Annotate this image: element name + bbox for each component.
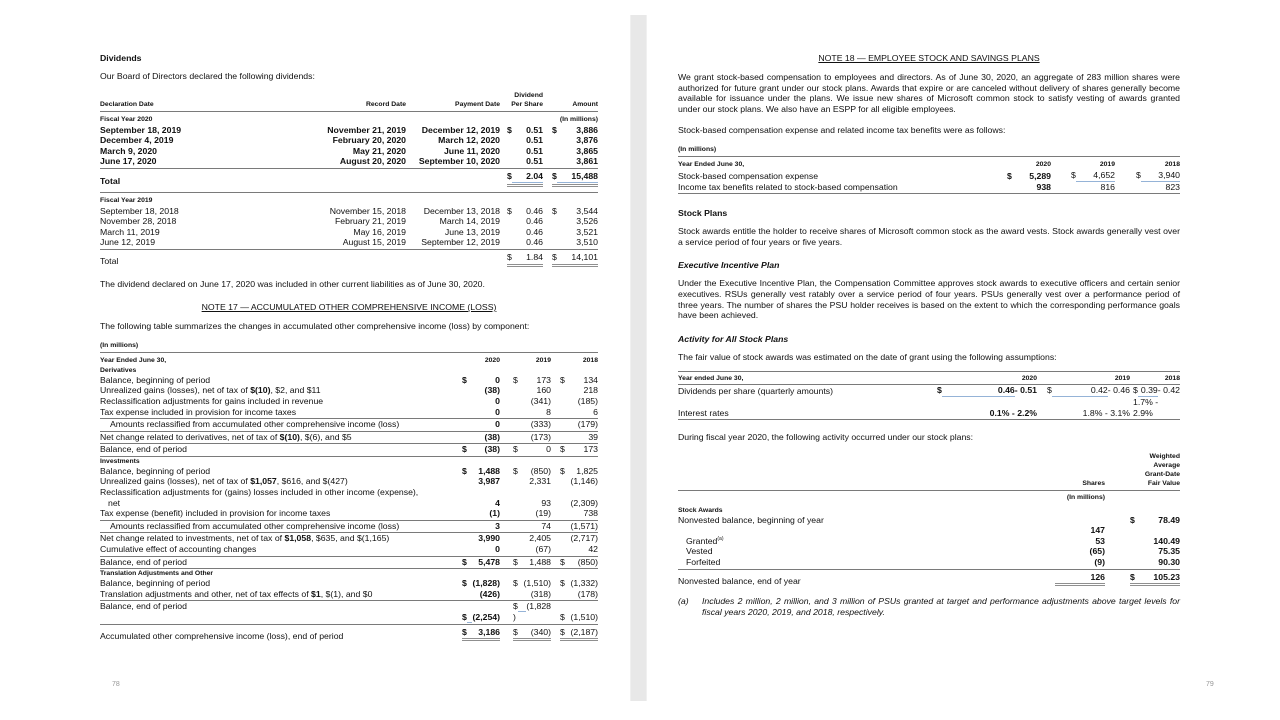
table-row: Income tax benefits related to stock-based compensation 938 816 823 [678,182,1180,195]
year-header-row: Year Ended June 30, 2020 2019 2018 [100,356,598,364]
total-row: Nonvested balance, end of year 126 $ 105.23 [678,571,1180,586]
note17-intro: The following table summarizes the changes in accumulated other comprehensive income (loss) by component: [100,321,530,332]
table-row: Cumulative effect of accounting changes 0 (67) 42 [100,544,598,557]
section-header-stock-awards: Stock Awards [678,506,723,514]
table-row: Net change related to investments, net of tax of $1,058, $635, and $(1,165) 3,990 2,405 (2,717) [100,533,598,544]
table-row: $ (2,254) ) $ (1,510) [100,612,598,625]
activity-paragraph: The fair value of stock awards was estimated on the date of grant using the following assumptions: [678,351,1057,362]
note18-paragraph: We grant stock-based compensation to employees and directors. As of June 30, 2020, an aggregate of 283 million shares were authorized for future grant under our stock plans. Awards that expire or are canceled without delivery of shares generally become available for issuance under the plans. We issue new shares of Microsoft common stock to satisfy vesting of awards granted under our stock plans. We also have an ESPP for all eligible employees. [678,72,1180,114]
stock-plans-paragraph: Stock awards entitle the holder to receive shares of Microsoft common stock as the award vests. Stock awards generally vest over a service period of four years or five years. [678,226,1180,247]
table-row: Unrealized gains (losses), net of tax of $(10), $2, and $11 (38) 160 218 [100,385,598,396]
table-row: Unrealized gains (losses), net of tax of $1,057, $616, and $(427) 3,987 2,331 (1,146) [100,476,598,487]
table-row: June 12, 2019 August 15, 2019 September 12, 2019 0.46 3,510 [100,237,598,250]
table-row: Tax expense included in provision for income taxes 0 8 6 [100,407,598,420]
table-row: Translation adjustments and other, net of tax effects of $1, $(1), and $0 (426) (318) (178) [100,589,598,602]
total-row: Total $ 2.04 $ 15,488 [100,170,598,186]
table-row: Net change related to derivatives, net of tax of $(10), $(6), and $5 (38) (173) 39 [100,432,598,445]
in-millions-row: (In millions) [100,341,598,353]
table-row: June 17, 2020 August 20, 2020 September 10, 2020 0.51 3,861 [100,156,598,169]
table-row: Nonvested balance, beginning of year $ 78.49 [678,514,1180,525]
table-row: 147 [1090,525,1105,536]
page-left [100,53,598,643]
section-header-translation: Translation Adjustments and Other [100,570,214,578]
dividends-heading: Dividends [100,53,142,63]
executive-incentive-plan-heading: Executive Incentive Plan [678,260,780,271]
page-gutter-shadow [630,15,647,701]
section-header-investments: Investments [100,457,140,465]
dividend-note: The dividend declared on June 17, 2020 was included in other current liabilities as of June 30, 2020. [100,278,485,289]
table-header-row: Shares Weighted Average Grant-Date Fair Value [678,452,1180,491]
table-row: Balance, end of period $ 5,478 $ 1,488 $ (850) [100,557,598,570]
table-row: September 18, 2019 November 21, 2019 December 12, 2019 $ 0.51 $ 3,886 [100,124,598,135]
note17-table [100,341,598,641]
note17-title: NOTE 17 — ACCUMULATED OTHER COMPREHENSIVE INCOME (LOSS) [201,302,497,313]
table-row: Vested (65) 75.35 [686,546,1180,557]
table-row: Granted$^{(a)}$ 53 140.49 [686,535,1180,546]
section-header-derivatives: Derivatives [100,366,137,374]
activity-intro: During fiscal year 2020, the following activity occurred under our stock plans: [678,432,974,443]
table-row: Tax expense (benefit) included in provision for income taxes (1) (19) 738 [100,508,598,521]
note18-title: NOTE 18 — EMPLOYEE STOCK AND SAVINGS PLANS [818,53,1040,63]
table-row: Balance, beginning of period $ (1,828) $ (1,510) $ (1,332) [100,578,598,589]
table-row: Dividends per share (quarterly amounts) $ 0.46 - 0.51 $ 0.42 - 0.46 $ 0.39 - 0.42 [678,385,1180,397]
table-row: September 18, 2018 November 15, 2018 December 13, 2018 $ 0.46 $ 3,544 [100,205,598,216]
in-millions-row: (In millions) [1066,493,1105,501]
fiscal-year-2020-row: Fiscal Year 2020 (In millions) [100,115,598,123]
assumptions-table [678,371,1180,420]
table-row: Reclassification adjustments for (gains) losses included in other income (expense), [100,487,419,498]
activity-heading: Activity for All Stock Plans [678,333,789,344]
in-millions-row: (In millions) [678,145,1180,157]
footnote: (a) Includes 2 million, 2 million, and 3 million of PSUs granted at target and performance adjustments above target levels for fiscal years 2020, 2019, and 2018, respectively. [678,596,1180,617]
page-number-left: 78 [112,681,120,688]
year-header-row: Year Ended June 30, 2020 2019 2018 [678,160,1180,168]
table-row: November 28, 2018 February 21, 2019 March 14, 2019 0.46 3,526 [100,216,598,227]
table-row: Forfeited (9) 90.30 [678,557,1180,570]
table-header-row: Declaration Date Record Date Payment Date Dividend Per Share Amount [100,91,598,112]
page-number-right: 79 [1206,681,1214,688]
table-row: Balance, beginning of period $ 0 $ 173 $ 134 [100,374,598,385]
stock-plans-heading: Stock Plans [678,208,728,219]
total-row: Accumulated other comprehensive income (loss), end of period $ 3,186 $ (340) $ (2,187) [100,626,598,641]
table-row: Amounts reclassified from accumulated other comprehensive income (loss) 3 74 (1,571) [100,521,598,534]
table-row: Amounts reclassified from accumulated other comprehensive income (loss) 0 (333) (179) [100,419,598,432]
dividends-intro: Our Board of Directors declared the following dividends: [100,71,315,81]
executive-incentive-plan-paragraph: Under the Executive Incentive Plan, the Compensation Committee approves stock awards to executive officers and certain senior executives. RSUs generally vest ratably over a service period of four years. PSUs generally vest over a performance period of three years. The number of shares the PSU holder receives is based on the extent to which the corresponding performance goals have been achieved. [678,278,1180,321]
table-row: March 11, 2019 May 16, 2019 June 13, 2019 0.46 3,521 [100,226,598,237]
table-row: December 4, 2019 February 20, 2020 March 12, 2020 0.51 3,876 [100,135,598,146]
stock-compensation-table [678,145,1180,194]
table-row: Balance, end of period $ (1,828 [100,601,551,612]
stock-awards-table [678,452,1180,587]
fiscal-year-2019-row: Fiscal Year 2019 [100,192,598,206]
table-row: Reclassification adjustments for gains included in revenue 0 (341) (185) [100,395,598,406]
table-row: Stock-based compensation expense $ 5,289 $ 4,652 $ 3,940 [678,169,1180,181]
year-header-row: Year ended June 30, 2020 2019 2018 [678,371,1180,385]
table-row: Balance, beginning of period $ 1,488 $ (850) $ 1,825 [100,465,598,476]
dividends-table [100,91,598,267]
total-row: Total $ 1.84 $ 14,101 [100,251,598,266]
comp-table-intro: Stock-based compensation expense and related income tax benefits were as follows: [678,125,1006,136]
table-row: March 9, 2020 May 21, 2020 June 11, 2020 0.51 3,865 [100,145,598,156]
page-right [678,53,1180,617]
table-row: Balance, end of period $ (38) $ 0 $ 173 [100,444,598,457]
table-row: net 4 93 (2,309) [108,497,598,508]
table-row: Interest rates 0.1% - 2.2% 1.8% - 3.1% 1.7% - 2.9% [678,397,1180,420]
